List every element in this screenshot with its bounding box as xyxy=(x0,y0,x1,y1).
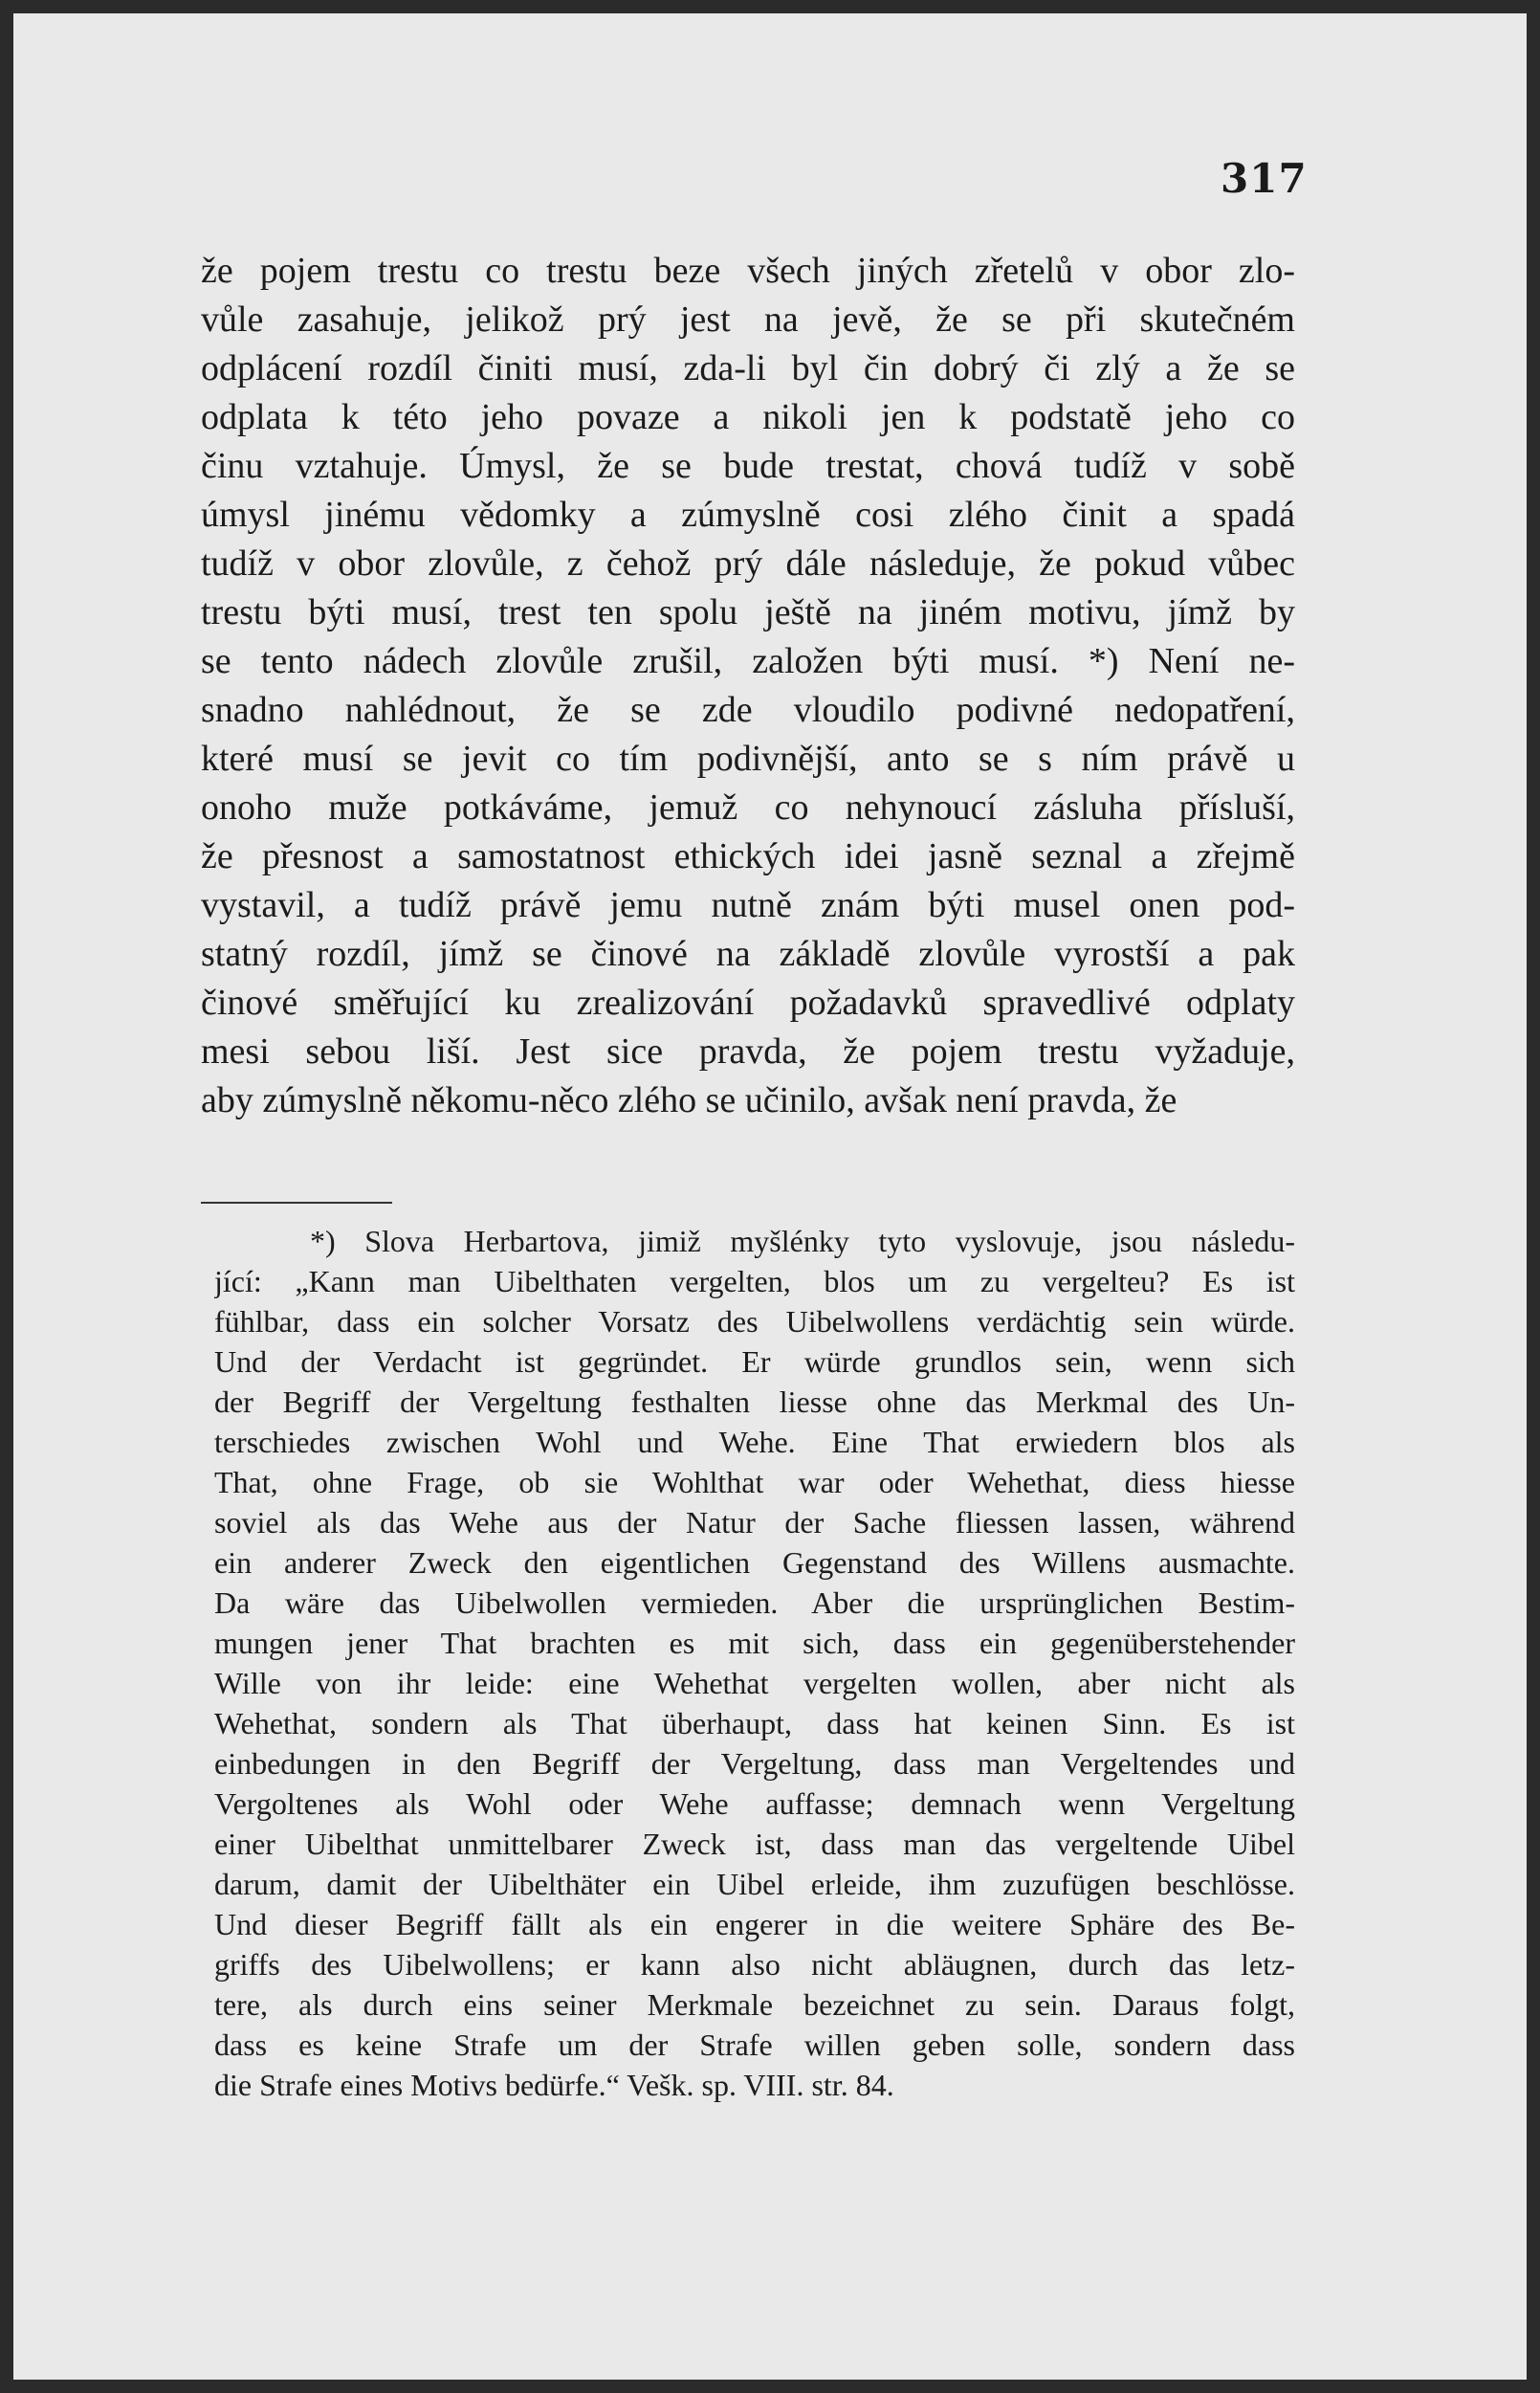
page-number: 317 xyxy=(1221,155,1308,202)
footnote-line: Und der Verdacht ist gegründet. Er würde grundlos sein, wenn sich xyxy=(214,1344,1295,1379)
text-line: odplata k této jeho povaze a nikoli jen k podstatě jeho co xyxy=(201,397,1295,437)
text-line: činové směřující ku zrealizování požadavků spravedlivé odplaty xyxy=(201,983,1295,1023)
main-text xyxy=(201,247,1295,1125)
text-line: aby zúmyslně někomu-něco zlého se učinilo, avšak není pravda, že xyxy=(201,1080,1177,1120)
footnote-line: der Begriff der Vergeltung festhalten liesse ohne das Merkmal des Un- xyxy=(214,1385,1295,1419)
footnote-line: Und dieser Begriff fällt als ein engerer in die weitere Sphäre des Be- xyxy=(214,1907,1295,1941)
book-page xyxy=(13,13,1527,2380)
text-line: vystavil, a tudíž právě jemu nutně znám býti musel onen pod- xyxy=(201,885,1295,925)
footnote-line: darum, damit der Uibelthäter ein Uibel erleide, ihm zuzufügen beschlösse. xyxy=(214,1867,1295,1901)
footnote-line: Da wäre das Uibelwollen vermieden. Aber die ursprünglichen Bestim- xyxy=(214,1585,1295,1620)
footnote-line: griffs des Uibelwollens; er kann also nicht abläugnen, durch das letz- xyxy=(214,1947,1295,1982)
text-line: činu vztahuje. Úmysl, že se bude trestat, chová tudíž v sobě xyxy=(201,446,1295,486)
footnote-line: ein anderer Zweck den eigentlichen Gegenstand des Willens ausmachte. xyxy=(214,1545,1295,1580)
footnote-line: tere, als durch eins seiner Merkmale bezeichnet zu sein. Daraus folgt, xyxy=(214,1987,1295,2022)
footnote-line: fühlbar, dass ein solcher Vorsatz des Uibelwollens verdächtig sein würde. xyxy=(214,1304,1295,1339)
footnote-line: jící: „Kann man Uibelthaten vergelten, blos um zu vergelteu? Es ist xyxy=(214,1264,1295,1298)
footnote-line: dass es keine Strafe um der Strafe willen geben solle, sondern dass xyxy=(214,2027,1295,2062)
footnote-line: die Strafe eines Motivs bedürfe.“ Vešk. sp. VIII. str. 84. xyxy=(214,2068,894,2102)
text-line: odplácení rozdíl činiti musí, zda-li byl čin dobrý či zlý a že se xyxy=(201,348,1295,388)
footnote-line: Wehethat, sondern als That überhaupt, dass hat keinen Sinn. Es ist xyxy=(214,1706,1295,1740)
text-line: snadno nahlédnout, že se zde vloudilo podivné nedopatření, xyxy=(201,690,1295,730)
text-line: že pojem trestu co trestu beze všech jiných zřetelů v obor zlo- xyxy=(201,251,1295,291)
text-line: mesi sebou liší. Jest sice pravda, že pojem trestu vyžaduje, xyxy=(201,1031,1295,1072)
footnote-line: Wille von ihr leide: eine Wehethat vergelten wollen, aber nicht als xyxy=(214,1666,1295,1700)
text-line: trestu býti musí, trest ten spolu ještě na jiném motivu, jímž by xyxy=(201,592,1295,632)
text-line: že přesnost a samostatnost ethických idei jasně seznal a zřejmě xyxy=(201,836,1295,876)
footnote-line: einbedungen in den Begriff der Vergeltung, dass man Vergeltendes und xyxy=(214,1746,1295,1781)
text-line: vůle zasahuje, jelikož prý jest na jevě, že se při skutečném xyxy=(201,299,1295,340)
footnote-line: That, ohne Frage, ob sie Wohlthat war oder Wehethat, diess hiesse xyxy=(214,1465,1295,1499)
footnote-line: Vergoltenes als Wohl oder Wehe auffasse; demnach wenn Vergeltung xyxy=(214,1786,1295,1821)
footnote-line: soviel als das Wehe aus der Natur der Sache fliessen lassen, während xyxy=(214,1505,1295,1540)
footnote-line: *) Slova Herbartova, jimiž myšlénky tyto vyslovuje, jsou následu- xyxy=(310,1224,1295,1258)
text-line: statný rozdíl, jímž se činové na základě zlovůle vyrostší a pak xyxy=(201,934,1295,974)
text-line: se tento nádech zlovůle zrušil, založen býti musí. *) Není ne- xyxy=(201,641,1295,681)
text-line: onoho muže potkáváme, jemuž co nehynoucí zásluha přísluší, xyxy=(201,787,1295,828)
text-line: tudíž v obor zlovůle, z čehož prý dále následuje, že pokud vůbec xyxy=(201,543,1295,584)
footnote-line: mungen jener That brachten es mit sich, dass ein gegenüberstehender xyxy=(214,1626,1295,1660)
footnote xyxy=(214,1221,1295,2105)
footnote-line: terschiedes zwischen Wohl und Wehe. Eine That erwiedern blos als xyxy=(214,1425,1295,1459)
footnote-rule xyxy=(201,1202,392,1204)
footnote-line: einer Uibelthat unmittelbarer Zweck ist, dass man das vergeltende Uibel xyxy=(214,1827,1295,1861)
text-line: které musí se jevit co tím podivnější, anto se s ním právě u xyxy=(201,739,1295,779)
text-line: úmysl jinému vědomky a zúmyslně cosi zlého činit a spadá xyxy=(201,495,1295,535)
